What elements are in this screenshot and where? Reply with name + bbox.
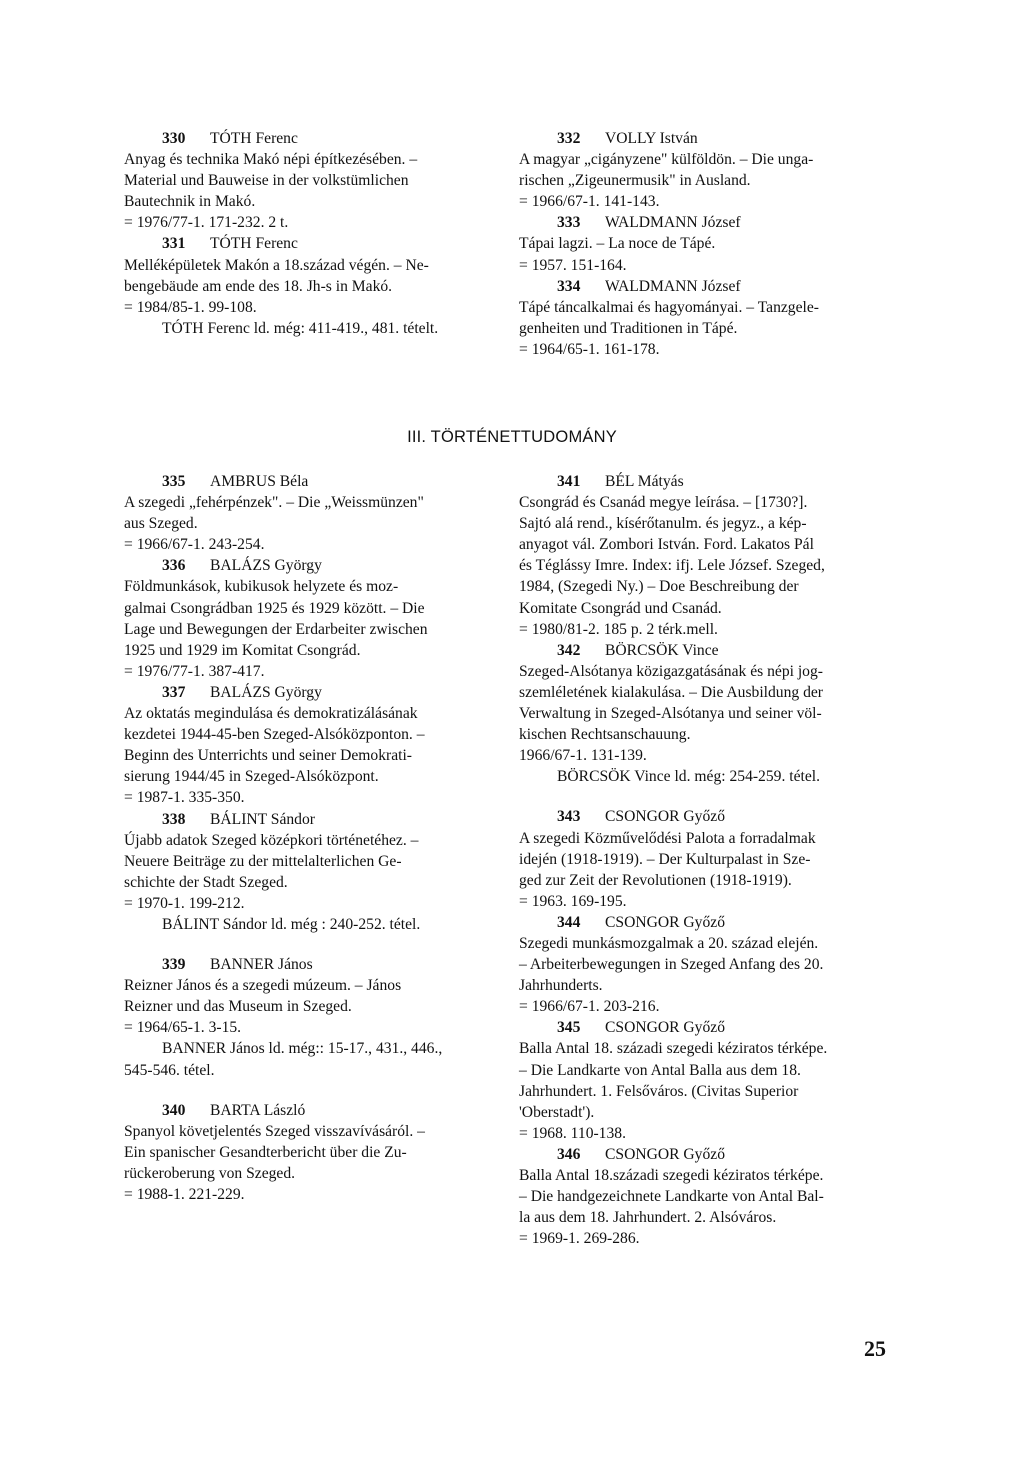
entry-text-line: Újabb adatok Szeged középkori történetéhez. –: [124, 831, 419, 849]
bibliography-entry: [124, 954, 496, 1081]
entry-heading: [519, 471, 891, 492]
entry-text-line: Sajtó alá rend., kísérőtanulm. és jegyz., a kép-: [519, 515, 807, 533]
bibliography-entry: [519, 1017, 891, 1144]
entry-text-line: szemléletének kialakulása. – Die Ausbildung der: [519, 683, 823, 701]
entry-text-line: Jahrhunderts.: [519, 977, 603, 995]
entry-text-line: 1984, (Szegedi Ny.) – Doe Beschreibung der: [519, 578, 799, 596]
entry-text-line: = 1968. 110-138.: [519, 1124, 626, 1142]
entry-text-line: Beginn des Unterrichts und seiner Demokrati-: [124, 747, 412, 765]
entry-text-line: Csongrád és Csanád megye leírása. – [1730?].: [519, 494, 808, 512]
entry-text-line: = 1984/85-1. 99-108.: [124, 298, 257, 316]
entry-author: CSONGOR Győző: [605, 808, 725, 826]
entry-author: BÁLINT Sándor: [210, 810, 315, 828]
entry-number: 336: [162, 557, 186, 575]
bibliography-entry: [124, 128, 496, 233]
entry-text-line: schichte der Stadt Szeged.: [124, 873, 288, 891]
entry-text-line: 'Oberstadt').: [519, 1103, 595, 1121]
column-top-left: [124, 128, 496, 339]
entry-number: 335: [162, 473, 186, 490]
entry-heading: [519, 640, 891, 661]
entry-text-line: kezdetei 1944-45-ben Szeged-Alsóközponton. –: [124, 726, 425, 744]
entry-text-line: kischen Rechtsanschauung.: [519, 726, 691, 744]
entry-text-line: Szeged-Alsótanya közigazgatásának és népi jog-: [519, 662, 823, 680]
entry-text-line: Bautechnik in Makó.: [124, 193, 256, 211]
entry-text-line: = 1963. 169-195.: [519, 892, 627, 910]
bibliography-entry: [519, 640, 891, 788]
entry-heading: [124, 471, 496, 492]
entry-text-line: = 1976/77-1. 171-232. 2 t.: [124, 214, 289, 232]
entry-heading: [124, 128, 496, 149]
entry-text-line: = 1966/67-1. 141-143.: [519, 193, 660, 211]
entry-author: CSONGOR Győző: [605, 1145, 725, 1163]
entry-text-line: Földmunkások, kubikusok helyzete és moz-: [124, 578, 399, 596]
entry-text-line: A szegedi Közművelődési Palota a forradalmak: [519, 829, 816, 847]
entry-author: WALDMANN József: [605, 277, 741, 295]
entry-author: BALÁZS György: [210, 557, 322, 575]
entry-cross-reference: BÖRCSÖK Vince ld. még: 254-259. tétel.: [557, 768, 820, 786]
entry-text-line: – Arbeiterbewegungen in Szeged Anfang des 20.: [519, 956, 824, 974]
entry-number: 332: [557, 130, 581, 147]
bibliography-entry: [124, 1100, 496, 1205]
entry-number: 333: [557, 214, 581, 232]
entry-heading: [124, 555, 496, 576]
entry-heading: [519, 1144, 891, 1165]
bibliography-entry: [519, 912, 891, 1017]
entry-text-line: Ein spanischer Gesandterbericht über die Zu-: [124, 1143, 407, 1161]
entry-author: VOLLY István: [605, 130, 698, 147]
bibliography-entry: [519, 806, 891, 911]
entry-text-line: = 1987-1. 335-350.: [124, 789, 245, 807]
entry-text-line: = 1964/65-1. 161-178.: [519, 340, 660, 358]
entry-author: CSONGOR Győző: [605, 913, 725, 931]
entry-text-line: A szegedi „fehérpénzek". – Die „Weissmünzen": [124, 494, 424, 512]
entry-cross-reference: BANNER János ld. még:: 15-17., 431., 446.,: [162, 1040, 443, 1058]
entry-text-line: bengebäude am ende des 18. Jh-s in Makó.: [124, 277, 393, 295]
entry-text-line: = 1969-1. 269-286.: [519, 1230, 640, 1248]
entry-text-line: = 1966/67-1. 203-216.: [519, 998, 660, 1016]
bibliography-entry: [519, 276, 891, 360]
bibliography-entry: [124, 233, 496, 338]
bibliography-entry: [124, 809, 496, 936]
entry-text-line: = 1988-1. 221-229.: [124, 1186, 245, 1203]
entry-author: AMBRUS Béla: [210, 473, 309, 490]
entry-text-line: = 1966/67-1. 243-254.: [124, 536, 265, 554]
entry-text-line: Szegedi munkásmozgalmak a 20. század elején.: [519, 934, 819, 952]
entry-text-line: = 1957. 151-164.: [519, 256, 627, 274]
entry-text-line: rückeroberung von Szeged.: [124, 1164, 296, 1182]
entry-text-line: Reizner János és a szegedi múzeum. – János: [124, 977, 402, 995]
entry-text-line: Tápai lagzi. – La noce de Tápé.: [519, 235, 716, 253]
entry-heading: [124, 954, 496, 975]
bibliography-entry: [519, 212, 891, 275]
entry-text-line: Balla Antal 18. századi szegedi kéziratos térképe.: [519, 1040, 828, 1058]
entry-heading: [519, 912, 891, 933]
entry-text-line: és Téglássy Imre. Index: ifj. Lele József. Szeged,: [519, 557, 825, 575]
column-bottom-right: [519, 471, 891, 1249]
entry-heading: [519, 1017, 891, 1038]
entry-cross-reference-cont: 545-546. tétel.: [124, 1061, 215, 1079]
entry-text-line: rischen „Zigeunermusik" in Ausland.: [519, 172, 751, 190]
column-bottom-left: [124, 471, 496, 1205]
entry-number: 344: [557, 913, 581, 931]
entry-heading: [519, 128, 891, 149]
entry-author: WALDMANN József: [605, 214, 741, 232]
entry-text-line: galmai Csongrádban 1925 és 1929 között. – Die: [124, 599, 425, 617]
entry-author: BANNER János: [210, 956, 313, 974]
entry-text-line: Neuere Beiträge zu der mittelalterlichen Ge-: [124, 852, 402, 870]
entry-cross-reference: TÓTH Ferenc ld. még: 411-419., 481. tételt.: [162, 319, 439, 337]
entry-text-line: 1925 und 1929 im Komitat Csongrád.: [124, 641, 361, 659]
entry-number: 339: [162, 956, 186, 974]
entry-heading: [124, 1100, 496, 1121]
column-top-right: [519, 128, 891, 360]
entry-author: CSONGOR Győző: [605, 1019, 725, 1037]
entry-text-line: Anyag és technika Makó népi építkezésében. –: [124, 151, 418, 169]
entry-heading: [519, 212, 891, 233]
entry-heading: [124, 233, 496, 254]
entry-number: 343: [557, 808, 581, 826]
entry-text-line: – Die handgezeichnete Landkarte von Antal Bal-: [519, 1188, 824, 1206]
entry-text-line: Material und Bauweise in der volkstümlichen: [124, 172, 409, 190]
entry-text-line: anyagot vál. Zombori István. Ford. Lakatos Pál: [519, 536, 814, 554]
entry-author: BARTA László: [210, 1101, 306, 1119]
entry-text-line: Tápé táncalkalmai és hagyományai. – Tanzgele-: [519, 298, 819, 316]
entry-text-line: Verwaltung in Szeged-Alsótanya und seiner völ-: [519, 705, 822, 723]
entry-text-line: – Die Landkarte von Antal Balla aus dem 18.: [519, 1061, 801, 1079]
entry-text-line: Lage und Bewegungen der Erdarbeiter zwischen: [124, 620, 428, 638]
entry-author: TÓTH Ferenc: [210, 235, 298, 253]
entry-text-line: Spanyol követjelentés Szeged visszavívásáról. –: [124, 1122, 425, 1140]
bibliography-entry: [519, 128, 891, 212]
entry-author: TÓTH Ferenc: [210, 130, 298, 147]
entry-text-line: sierung 1944/45 in Szeged-Alsóközpont.: [124, 768, 379, 786]
bibliography-entry: [124, 682, 496, 809]
entry-number: 331: [162, 235, 186, 253]
section-title: III. TÖRTÉNETTUDOMÁNY: [407, 428, 617, 446]
entry-cross-reference: BÁLINT Sándor ld. még : 240-252. tétel.: [162, 915, 421, 933]
bibliography-entry: [124, 471, 496, 555]
page-number: 25: [864, 1336, 886, 1361]
entry-number: 340: [162, 1101, 186, 1119]
entry-author: BÉL Mátyás: [605, 473, 684, 490]
entry-heading: [519, 276, 891, 297]
entry-number: 345: [557, 1019, 581, 1037]
entry-text-line: 1966/67-1. 131-139.: [519, 747, 647, 765]
entry-text-line: = 1964/65-1. 3-15.: [124, 1019, 242, 1037]
entry-number: 330: [162, 130, 186, 147]
entry-heading: [124, 682, 496, 703]
entry-author: BALÁZS György: [210, 683, 322, 701]
entry-text-line: A magyar „cigányzene" külföldön. – Die unga-: [519, 151, 814, 169]
entry-text-line: ged zur Zeit der Revolutionen (1918-1919).: [519, 871, 792, 889]
entry-number: 338: [162, 810, 186, 828]
entry-text-line: Az oktatás megindulása és demokratizálásának: [124, 705, 418, 723]
entry-text-line: Melléképületek Makón a 18.század végén. – Ne-: [124, 256, 429, 274]
entry-number: 341: [557, 473, 581, 490]
entry-number: 337: [162, 683, 186, 701]
entry-number: 346: [557, 1145, 581, 1163]
entry-text-line: Balla Antal 18.századi szegedi kéziratos térképe.: [519, 1167, 824, 1184]
bibliography-entry: [519, 1144, 891, 1249]
entry-number: 334: [557, 277, 581, 295]
entry-text-line: = 1980/81-2. 185 p. 2 térk.mell.: [519, 620, 718, 638]
entry-text-line: idején (1918-1919). – Der Kulturpalast in Sze-: [519, 850, 811, 868]
entry-text-line: genheiten und Traditionen in Tápé.: [519, 319, 738, 337]
entry-number: 342: [557, 641, 581, 659]
entry-text-line: = 1970-1. 199-212.: [124, 894, 245, 912]
entry-text-line: aus Szeged.: [124, 515, 198, 533]
entry-text-line: Reizner und das Museum in Szeged.: [124, 998, 352, 1016]
entry-heading: [124, 809, 496, 830]
bibliography-entry: [519, 471, 891, 640]
entry-heading: [519, 806, 891, 827]
entry-text-line: = 1976/77-1. 387-417.: [124, 662, 265, 680]
entry-author: BÖRCSÖK Vince: [605, 641, 719, 659]
bibliography-entry: [124, 555, 496, 682]
entry-text-line: Jahrhundert. 1. Felsőváros. (Civitas Superior: [519, 1082, 799, 1100]
entry-text-line: Komitate Csongrád und Csanád.: [519, 599, 722, 617]
entry-text-line: la aus dem 18. Jahrhundert. 2. Alsóváros.: [519, 1209, 777, 1227]
